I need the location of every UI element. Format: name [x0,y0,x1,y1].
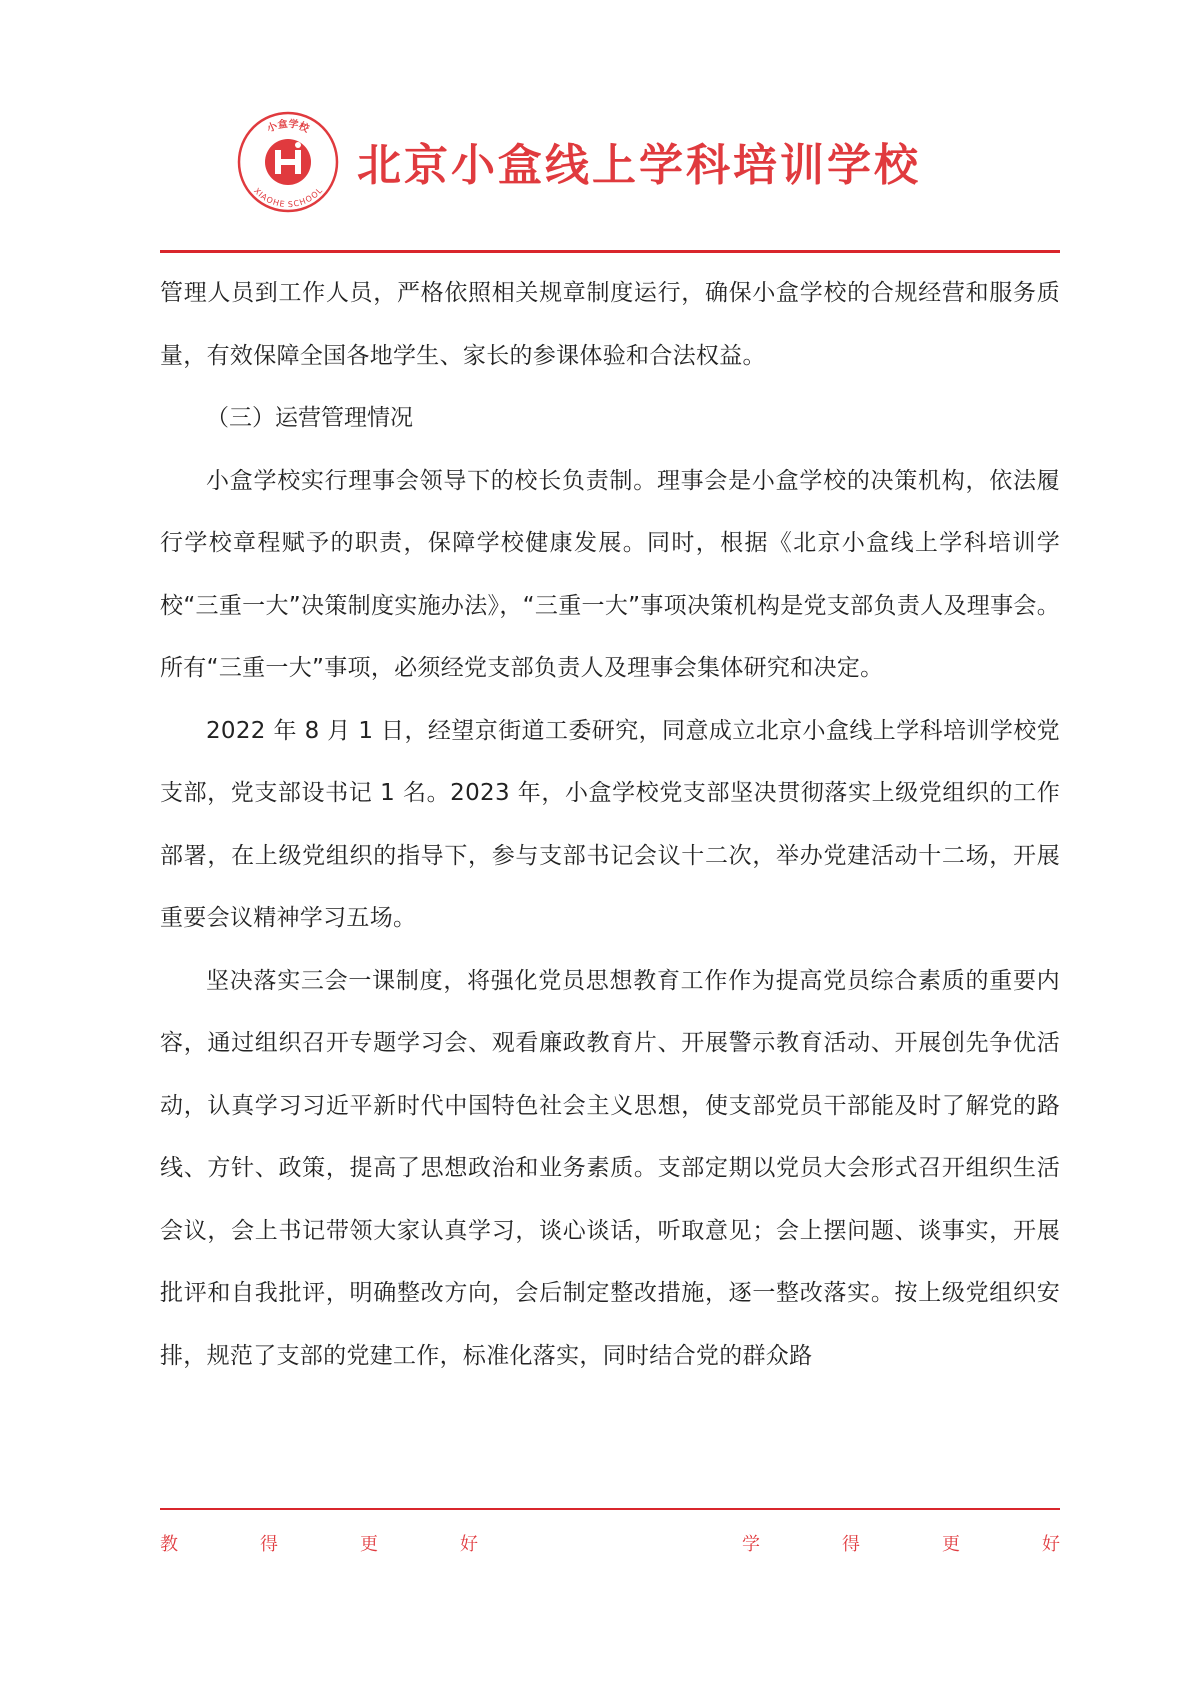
svg-text:XIAOHE SCHOOL [252,186,324,209]
paragraph-continuation: 管理人员到工作人员，严格依照相关规章制度运行，确保小盒学校的合规经营和服务质量，有效保障全国各地学生、家长的参课体验和合法权益。 [160,280,1060,369]
footer-char: 得 [260,1534,278,1555]
section-heading: （三）运营管理情况 [206,405,413,431]
school-name-title: 北京小盒线上学科培训学校 [357,140,921,191]
page-footer [160,1530,1060,1560]
paragraph: 坚决落实三会一课制度，将强化党员思想教育工作作为提高党员综合素质的重要内容，通过组织召开专题学习会、观看廉政教育片、开展警示教育活动、开展创先争优活动，认真学习习近平新时代中国特色社会主义思想，使支部党员干部能及时了解党的路线、方针、政策，提高了思想政治和业务素质。支部定期以党员大会形式召开组织生活会议，会上书记带领大家认真学习，谈心谈话，听取意见；会上摆问题、谈事实，开展批评和自我批评，明确整改方向，会后制定整改措施，逐一整改落实。按上级党组织安排，规范了支部的党建工作，标准化落实，同时结合党的群众路 [160,967,1060,1369]
header-divider [160,250,1060,253]
svg-text:小盒学校 [265,117,312,136]
paragraph: 小盒学校实行理事会领导下的校长负责制。理事会是小盒学校的决策机构，依法履行学校章程赋予的职责，保障学校健康发展。同时，根据《北京小盒线上学科培训学校“三重一大”决策制度实施办法》，“三重一大”事项决策机构是党支部负责人及理事会。所有“三重一大”事项，必须经党支部负责人及理事会集体研究和决定。 [160,467,1060,681]
footer-char: 更 [942,1534,960,1555]
footer-char: 教 [160,1534,178,1555]
xiaohe-school-seal-icon [236,110,340,214]
document-header [0,0,1190,250]
logo-text-bottom: XIAOHE SCHOOL [252,186,324,210]
footer-divider [160,1508,1060,1510]
paragraph: 2022 年 8 月 1 日，经望京街道工委研究，同意成立北京小盒线上学科培训学校党支部，党支部设书记 1 名。2023 年，小盒学校党支部坚决贯彻落实上级党组织的工作部署，在上级党组织的指导下，参与支部书记会议十二次，举办党建活动十二场，开展重要会议精神学习五场。 [160,717,1060,931]
footer-slogan-right [742,1530,1060,1556]
footer-char: 好 [460,1534,478,1555]
footer-char: 学 [742,1534,760,1555]
logo-text-top: 小盒学校 [265,118,311,135]
footer-slogan-left [160,1530,478,1556]
footer-char: 好 [1042,1534,1060,1555]
footer-char: 更 [360,1534,378,1555]
footer-char: 得 [842,1534,860,1555]
document-body [160,262,1060,1387]
